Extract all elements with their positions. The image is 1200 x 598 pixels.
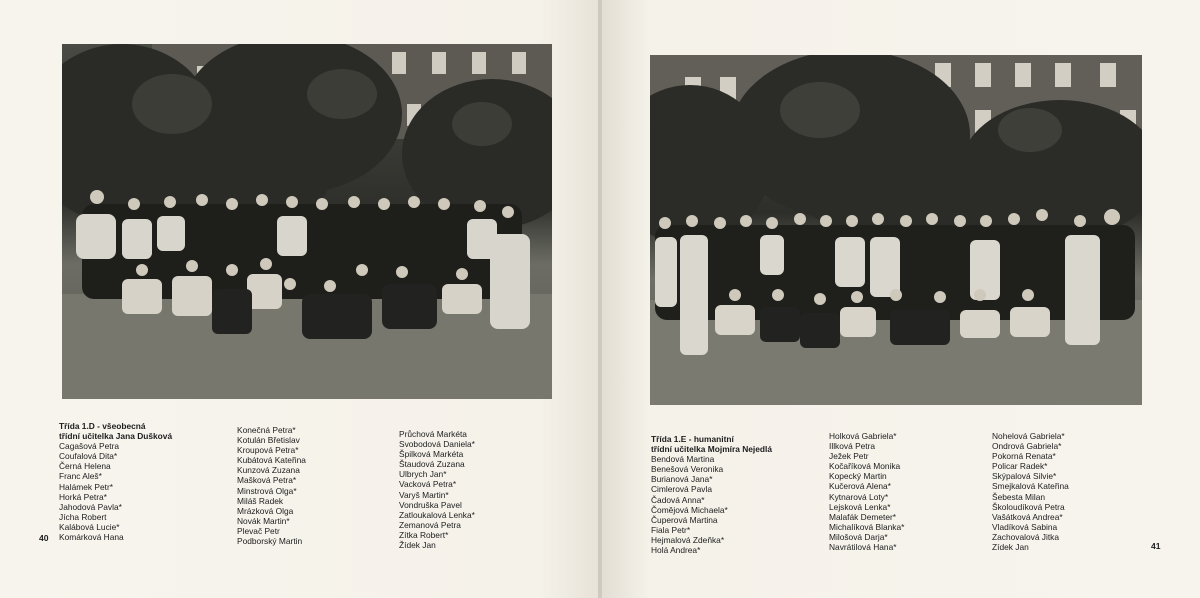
student-name: Vladíková Sabina [992, 521, 1058, 532]
student-name: Zítka Robert* [399, 529, 449, 540]
student-name: Navrátilová Hana* [829, 542, 897, 553]
student-name: Lejsková Lenka* [829, 501, 891, 512]
student-name: Michalíková Blanka* [829, 521, 905, 532]
student-name: Benešová Veronika [651, 464, 724, 475]
roster-column-1 [59, 421, 172, 542]
student-name: Fiala Petr* [651, 524, 691, 535]
student-name: Holá Andrea* [651, 545, 701, 556]
student-name: Illková Petra [829, 441, 876, 452]
class-photo-1e [650, 55, 1142, 405]
student-name: Franc Aleš* [59, 471, 102, 482]
class-teacher: třídní učitelka Mojmíra Nejedlá [651, 444, 773, 455]
student-name: Vašátková Andrea* [992, 511, 1063, 522]
class-1e-roster [651, 431, 1171, 564]
student-name: Špilková Markéta [399, 449, 464, 460]
student-name: Novák Martin* [237, 515, 290, 526]
student-name: Ondrová Gabriela* [992, 441, 1062, 452]
student-name: Zatloukalová Lenka* [399, 509, 475, 520]
roster-column-2 [237, 425, 306, 546]
student-name: Zídek Jan [992, 542, 1029, 553]
student-name: Kytnarová Loty* [829, 491, 889, 502]
roster-column-2 [829, 431, 904, 552]
student-name: Nohelová Gabriela* [992, 431, 1065, 441]
student-name: Ulbrych Jan* [399, 469, 447, 480]
class-title: Třída 1.D - všeobecná [59, 421, 146, 431]
class-photo-1e-image [650, 55, 1142, 405]
student-name: Zachovalová Jitka [992, 531, 1060, 542]
student-name: Komárková Hana [59, 532, 124, 543]
student-name: Čomějová Michaela* [651, 504, 728, 515]
student-name: Pokorná Renata* [992, 451, 1056, 462]
roster-column-1 [651, 434, 772, 555]
class-photo-1d [62, 44, 552, 399]
student-name: Skýpalová Silvie* [992, 471, 1057, 482]
student-name: Štaudová Zuzana [399, 459, 465, 470]
roster-column-3 [399, 429, 475, 550]
student-name: Kalábová Lucie* [59, 521, 120, 532]
student-name: Průchová Markéta [399, 429, 467, 439]
student-name: Kučerová Alena* [829, 481, 891, 492]
left-page [0, 0, 598, 598]
student-name: Čadová Anna* [651, 494, 705, 505]
student-name: Miláš Radek [237, 495, 284, 506]
student-name: Vacková Petra* [399, 479, 457, 490]
student-name: Horká Petra* [59, 491, 107, 502]
student-name: Bendová Martina [651, 454, 715, 465]
student-name: Podborský Martin [237, 536, 303, 547]
student-name: Malafák Demeter* [829, 511, 897, 522]
student-name: Kroupová Petra* [237, 445, 299, 456]
student-name: Cagašová Petra [59, 441, 120, 452]
student-name: Plevač Petr [237, 525, 280, 536]
page-number: 41 [1151, 541, 1161, 551]
student-name: Minstrová Olga* [237, 485, 297, 496]
student-name: Policar Radek* [992, 461, 1048, 472]
student-name: Ježek Petr [829, 451, 869, 462]
student-name: Šebesta Milan [992, 491, 1046, 502]
roster-column-3 [992, 431, 1069, 552]
student-name: Coufalová Dita* [59, 451, 118, 462]
class-photo-1d-image [62, 44, 552, 399]
student-name: Burianová Jana* [651, 474, 713, 485]
student-name: Zemanová Petra [399, 519, 461, 530]
student-name: Žídek Jan [399, 540, 436, 551]
student-name: Jícha Robert [59, 511, 107, 522]
right-page [602, 0, 1200, 598]
student-name: Čuperová Martina [651, 514, 718, 525]
student-name: Kubátová Kateřina [237, 455, 306, 466]
student-name: Jahodová Pavla* [59, 501, 122, 512]
student-name: Kočaříková Monika [829, 461, 901, 472]
student-name: Holková Gabriela* [829, 431, 897, 441]
student-name: Kotulán Břetislav [237, 435, 300, 446]
student-name: Mrázková Olga [237, 505, 294, 516]
student-name: Školoudíková Petra [992, 501, 1065, 512]
student-name: Halámek Petr* [59, 481, 113, 492]
student-name: Černá Helena [59, 461, 111, 472]
student-name: Konečná Petra* [237, 425, 296, 435]
student-name: Kopecký Martin [829, 471, 887, 482]
class-teacher: třídní učitelka Jana Dušková [59, 431, 173, 442]
student-name: Milošová Darja* [829, 531, 888, 542]
page-number: 40 [39, 533, 49, 543]
student-name: Cimlerová Pavla [651, 484, 712, 495]
student-name: Varyš Martin* [399, 489, 449, 500]
class-title: Třída 1.E - humanitní [651, 434, 734, 444]
student-name: Vondruška Pavel [399, 499, 462, 510]
student-name: Mašková Petra* [237, 475, 297, 486]
student-name: Svobodová Daniela* [399, 439, 475, 450]
student-name: Kunzová Zuzana [237, 465, 300, 476]
student-name: Hejmalová Zdeňka* [651, 534, 725, 545]
class-1d-roster [59, 421, 579, 551]
student-name: Smejkalová Kateřina [992, 481, 1069, 492]
